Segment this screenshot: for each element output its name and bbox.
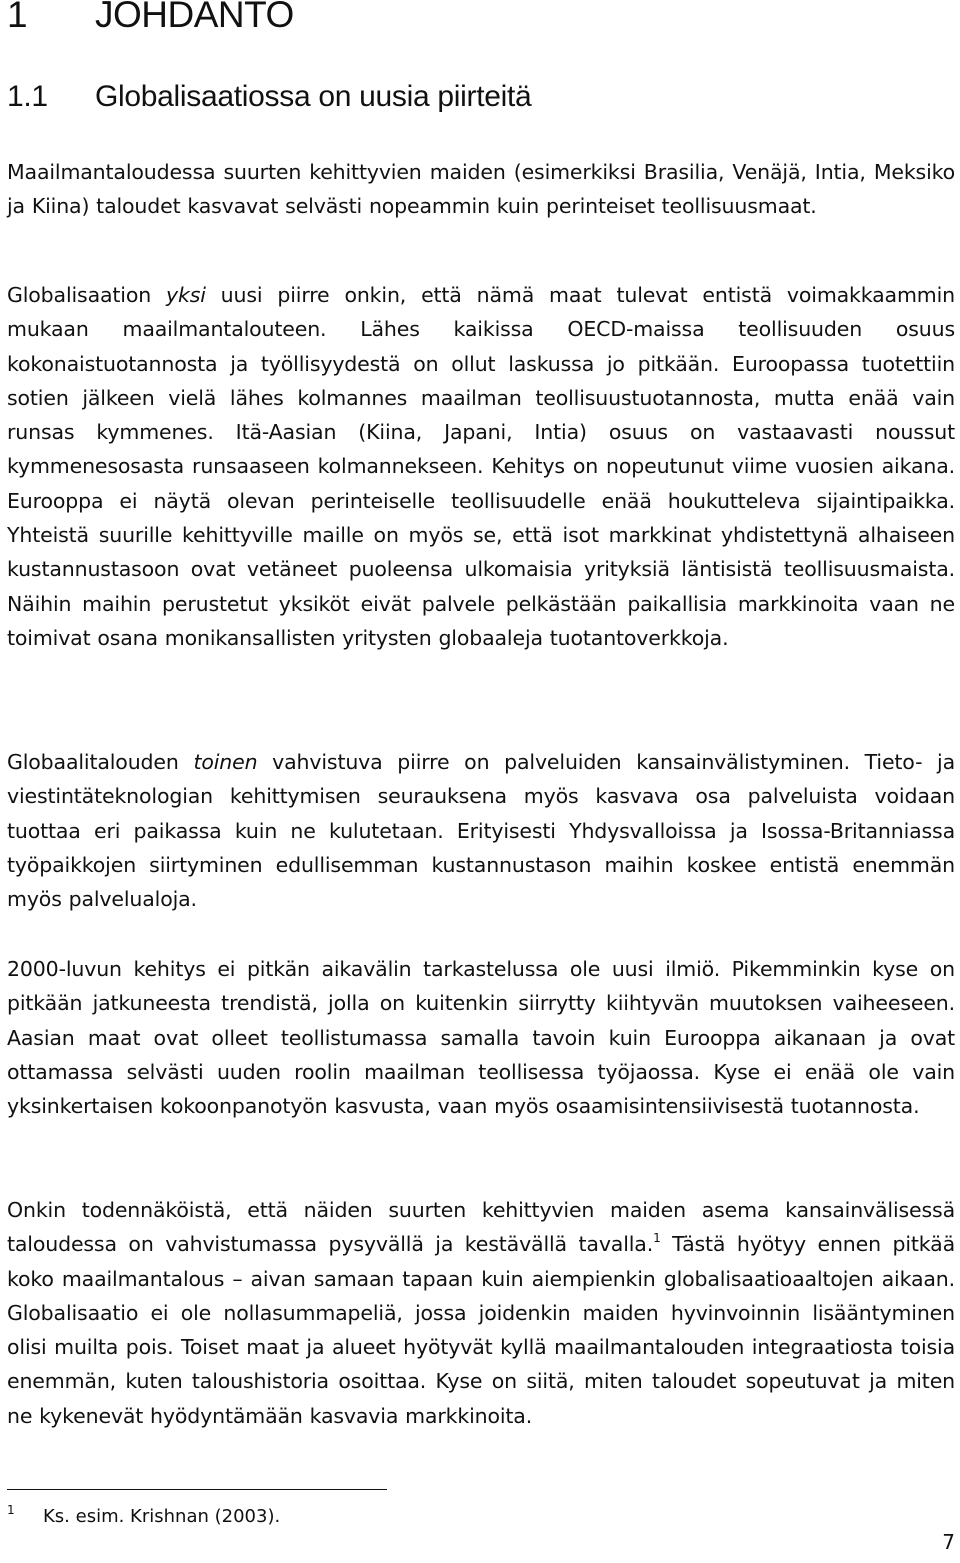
paragraph-3-emphasis: toinen xyxy=(193,750,258,774)
paragraph-5 xyxy=(7,1193,955,1433)
paragraph-1: Maailmantaloudessa suurten kehittyvien maiden (esimerkiksi Brasilia, Venäjä, Intia, Meksiko ja Kiina) taloudet kasvavat selvästi nopeammin kuin perinteiset teollisuusmaat. xyxy=(7,160,955,219)
paragraph-3 xyxy=(7,745,955,916)
paragraph-3-text-a: Globaalitalouden xyxy=(7,750,194,774)
paragraph-5-text-a: Onkin todennäköistä, että näiden suurten kehittyvien maiden asema kansainvälisessä taloudessa on vahvistumassa pysyvällä ja kestävällä tavalla. xyxy=(7,1198,955,1257)
chapter-heading xyxy=(7,0,294,36)
paragraph-2 xyxy=(7,278,955,655)
footnote-divider xyxy=(7,1489,387,1490)
paragraph-3-text-b: vahvistuva piirre on palveluiden kansainvälistyminen. Tieto- ja viestintäteknologian kehittymisen seurauksena myös kasvava osa palveluista voidaan tuottaa eri paikassa kuin ne kulutetaan. Erityisesti Yhdysvalloissa ja Isossa-Britanniassa työpaikkojen siirtyminen edullisemman kustannustason maihin koskee entistä enemmän myös palvelualoja. xyxy=(7,750,955,912)
footnote: 1 Ks. esim. Krishnan (2003). xyxy=(7,1503,281,1527)
footnote-reference[interactable]: 1 xyxy=(653,1231,661,1246)
footnote-text: Ks. esim. Krishnan (2003). xyxy=(43,1506,281,1527)
paragraph-2-emphasis: yksi xyxy=(165,283,206,307)
paragraph-2-text-a: Globalisaation xyxy=(7,283,166,307)
chapter-number: 1 xyxy=(7,0,28,35)
paragraph-4: 2000-luvun kehitys ei pitkän aikavälin tarkastelussa ole uusi ilmiö. Pikemminkin kyse on pitkään jatkuneesta trendistä, jolla on kuitenkin siirrytty kiihtyvän muutoksen vaiheeseen. Aasian maat ovat olleet teollistumassa samalla tavoin kuin Eurooppa aikanaan ja ovat ottamassa selvästi uuden roolin maailman teollisessa työjaossa. Kyse ei enää ole vain yksinkertaisen kokoonpanotyön kasvusta, vaan myös osaamisintensiivisestä tuotannosta. xyxy=(7,957,955,1119)
page-number: 7 xyxy=(942,1530,955,1554)
document-page xyxy=(7,0,955,1563)
section-title: Globalisaatiossa on uusia piirteitä xyxy=(95,80,532,113)
section-heading xyxy=(7,80,531,114)
section-number: 1.1 xyxy=(7,80,48,113)
chapter-title: JOHDANTO xyxy=(95,0,294,35)
paragraph-5-text-b: Tästä hyötyy ennen pitkää koko maailmantalous – aivan samaan tapaan kuin aiempienkin globalisaatioaaltojen aikaan. Globalisaatio ei ole nollasummapeliä, jossa joidenkin maiden hyvinvoinnin lisääntyminen olisi muilta pois. Toiset maat ja alueet hyötyvät kyllä maailmantalouden integraatiosta toisia enemmän, kuten taloushistoria osoittaa. Kyse on siitä, miten taloudet sopeutuvat ja miten ne kykenevät hyödyntämään kasvavia markkinoita. xyxy=(7,1232,955,1428)
paragraph-2-text-b: uusi piirre onkin, että nämä maat tulevat entistä voimakkaammin mukaan maailmantalouteen. Lähes kaikissa OECD-maissa teollisuuden osuus kokonaistuotannosta ja työllisyydestä on ollut laskussa jo pitkään. Euroopassa tuotettiin sotien jälkeen vielä lähes kolmannes maailman teollisuustuotannosta, mutta enää vain runsas kymmenes. Itä-Aasian (Kiina, Japani, Intia) osuus on vastaavasti noussut kymmenesosasta runsaaseen kolmannekseen. Kehitys on nopeutunut viime vuosien aikana. Eurooppa ei näytä olevan perinteiselle teollisuudelle enää houkutteleva sijaintipaikka. Yhteistä suurille kehittyville maille on myös se, että isot markkinat yhdistettynä alhaiseen kustannustasoon ovat vetäneet puoleensa ulkomaisia yrityksiä läntisistä teollisuusmaista. Näihin maihin perustetut yksiköt eivät palvele pelkästään paikallisia markkinoita vaan ne toimivat osana monikansallisten yritysten globaaleja tuotantoverkkoja. xyxy=(7,283,955,650)
